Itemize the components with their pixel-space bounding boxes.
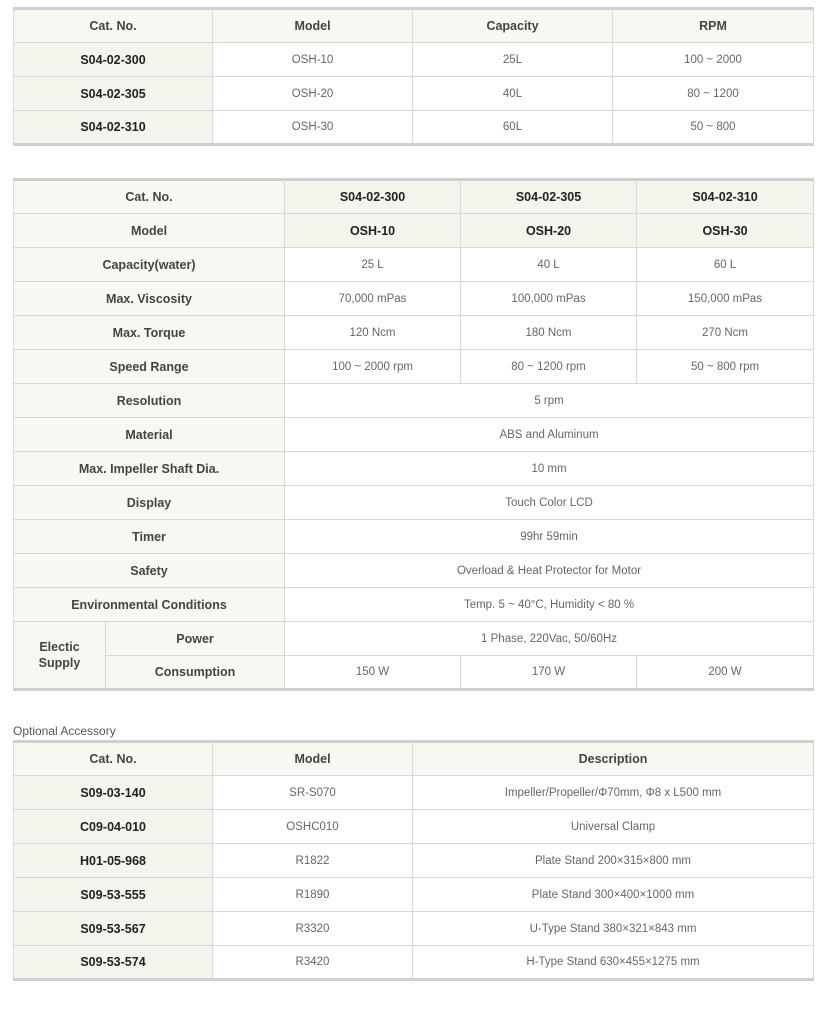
model-cell: R3420 bbox=[213, 946, 413, 980]
description-cell: H-Type Stand 630×455×1275 mm bbox=[413, 946, 814, 980]
spec-label-display: Display bbox=[14, 486, 285, 520]
spec-impeller-value: 10 mm bbox=[285, 452, 814, 486]
spec-speed-value: 50 ~ 800 rpm bbox=[637, 350, 814, 384]
capacity-cell: 25L bbox=[413, 43, 613, 77]
spec-timer-value: 99hr 59min bbox=[285, 520, 814, 554]
spec-label-timer: Timer bbox=[14, 520, 285, 554]
cat-no-cell: S04-02-300 bbox=[14, 43, 213, 77]
table-row bbox=[14, 810, 814, 844]
spec-label-model: Model bbox=[14, 214, 285, 248]
spec-capacity-value: 25 L bbox=[285, 248, 461, 282]
model-cell: OSH-20 bbox=[213, 77, 413, 111]
header-cat-no: Cat. No. bbox=[14, 742, 213, 776]
electric-label-line2: Supply bbox=[38, 656, 81, 670]
cat-no-cell: S09-53-555 bbox=[14, 878, 213, 912]
spec-label-power: Power bbox=[106, 622, 285, 656]
table-row bbox=[14, 43, 814, 77]
header-rpm: RPM bbox=[613, 9, 814, 43]
spec-consumption-value: 200 W bbox=[637, 656, 814, 690]
header-model: Model bbox=[213, 742, 413, 776]
spec-label-viscosity: Max. Viscosity bbox=[14, 282, 285, 316]
spec-row-torque bbox=[14, 316, 814, 350]
spec-torque-value: 120 Ncm bbox=[285, 316, 461, 350]
spec-row-cat-no bbox=[14, 180, 814, 214]
spec-row-power bbox=[14, 622, 814, 656]
table-row bbox=[14, 844, 814, 878]
spec-label-safety: Safety bbox=[14, 554, 285, 588]
specification-table bbox=[13, 178, 814, 691]
rpm-cell: 50 ~ 800 bbox=[613, 111, 814, 145]
table-header-row bbox=[14, 742, 814, 776]
spec-consumption-value: 170 W bbox=[461, 656, 637, 690]
model-cell: OSH-10 bbox=[213, 43, 413, 77]
header-model: Model bbox=[213, 9, 413, 43]
spec-label-speed: Speed Range bbox=[14, 350, 285, 384]
rpm-cell: 80 ~ 1200 bbox=[613, 77, 814, 111]
model-cell: OSH-30 bbox=[213, 111, 413, 145]
spec-row-material bbox=[14, 418, 814, 452]
spec-row-viscosity bbox=[14, 282, 814, 316]
spec-label-cat-no: Cat. No. bbox=[14, 180, 285, 214]
table-row bbox=[14, 878, 814, 912]
header-capacity: Capacity bbox=[413, 9, 613, 43]
spec-row-impeller bbox=[14, 452, 814, 486]
description-cell: Impeller/Propeller/Φ70mm, Φ8 x L500 mm bbox=[413, 776, 814, 810]
electric-label-line1: Electic bbox=[39, 640, 80, 654]
spec-label-consumption: Consumption bbox=[106, 656, 285, 690]
table-row bbox=[14, 77, 814, 111]
spec-label-capacity: Capacity(water) bbox=[14, 248, 285, 282]
spec-viscosity-value: 150,000 mPas bbox=[637, 282, 814, 316]
spec-speed-value: 80 ~ 1200 rpm bbox=[461, 350, 637, 384]
spec-environment-value: Temp. 5 ~ 40°C, Humidity < 80 % bbox=[285, 588, 814, 622]
accessory-table bbox=[13, 740, 814, 981]
model-cell: R1890 bbox=[213, 878, 413, 912]
spec-label-resolution: Resolution bbox=[14, 384, 285, 418]
spec-model-value: OSH-30 bbox=[637, 214, 814, 248]
spec-label-material: Material bbox=[14, 418, 285, 452]
spec-power-value: 1 Phase, 220Vac, 50/60Hz bbox=[285, 622, 814, 656]
spec-label-environment: Environmental Conditions bbox=[14, 588, 285, 622]
spec-cat-value: S04-02-300 bbox=[285, 180, 461, 214]
spec-resolution-value: 5 rpm bbox=[285, 384, 814, 418]
spec-material-value: ABS and Aluminum bbox=[285, 418, 814, 452]
spec-consumption-value: 150 W bbox=[285, 656, 461, 690]
spec-cat-value: S04-02-305 bbox=[461, 180, 637, 214]
description-cell: Universal Clamp bbox=[413, 810, 814, 844]
header-cat-no: Cat. No. bbox=[14, 9, 213, 43]
spec-label-impeller: Max. Impeller Shaft Dia. bbox=[14, 452, 285, 486]
spec-row-speed bbox=[14, 350, 814, 384]
spec-row-display bbox=[14, 486, 814, 520]
capacity-cell: 60L bbox=[413, 111, 613, 145]
table-row bbox=[14, 111, 814, 145]
summary-table bbox=[13, 7, 814, 146]
spec-display-value: Touch Color LCD bbox=[285, 486, 814, 520]
cat-no-cell: H01-05-968 bbox=[14, 844, 213, 878]
spec-model-value: OSH-10 bbox=[285, 214, 461, 248]
spec-capacity-value: 40 L bbox=[461, 248, 637, 282]
spec-viscosity-value: 70,000 mPas bbox=[285, 282, 461, 316]
model-cell: OSHC010 bbox=[213, 810, 413, 844]
model-cell: R1822 bbox=[213, 844, 413, 878]
spec-row-consumption bbox=[14, 656, 814, 690]
cat-no-cell: S09-03-140 bbox=[14, 776, 213, 810]
optional-accessory-title: Optional Accessory bbox=[13, 724, 116, 738]
spec-row-model bbox=[14, 214, 814, 248]
spec-capacity-value: 60 L bbox=[637, 248, 814, 282]
table-row bbox=[14, 776, 814, 810]
spec-label-electric-supply bbox=[14, 622, 106, 690]
description-cell: Plate Stand 300×400×1000 mm bbox=[413, 878, 814, 912]
table-row bbox=[14, 946, 814, 980]
spec-viscosity-value: 100,000 mPas bbox=[461, 282, 637, 316]
spec-speed-value: 100 ~ 2000 rpm bbox=[285, 350, 461, 384]
spec-cat-value: S04-02-310 bbox=[637, 180, 814, 214]
spec-row-timer bbox=[14, 520, 814, 554]
description-cell: U-Type Stand 380×321×843 mm bbox=[413, 912, 814, 946]
model-cell: SR-S070 bbox=[213, 776, 413, 810]
model-cell: R3320 bbox=[213, 912, 413, 946]
capacity-cell: 40L bbox=[413, 77, 613, 111]
cat-no-cell: S04-02-310 bbox=[14, 111, 213, 145]
spec-label-torque: Max. Torque bbox=[14, 316, 285, 350]
description-cell: Plate Stand 200×315×800 mm bbox=[413, 844, 814, 878]
cat-no-cell: S09-53-574 bbox=[14, 946, 213, 980]
cat-no-cell: S09-53-567 bbox=[14, 912, 213, 946]
spec-row-environment bbox=[14, 588, 814, 622]
cat-no-cell: S04-02-305 bbox=[14, 77, 213, 111]
spec-row-safety bbox=[14, 554, 814, 588]
table-row bbox=[14, 912, 814, 946]
spec-model-value: OSH-20 bbox=[461, 214, 637, 248]
spec-torque-value: 270 Ncm bbox=[637, 316, 814, 350]
table-header-row bbox=[14, 9, 814, 43]
spec-row-resolution bbox=[14, 384, 814, 418]
cat-no-cell: C09-04-010 bbox=[14, 810, 213, 844]
spec-torque-value: 180 Ncm bbox=[461, 316, 637, 350]
spec-row-capacity bbox=[14, 248, 814, 282]
rpm-cell: 100 ~ 2000 bbox=[613, 43, 814, 77]
header-description: Description bbox=[413, 742, 814, 776]
spec-safety-value: Overload & Heat Protector for Motor bbox=[285, 554, 814, 588]
